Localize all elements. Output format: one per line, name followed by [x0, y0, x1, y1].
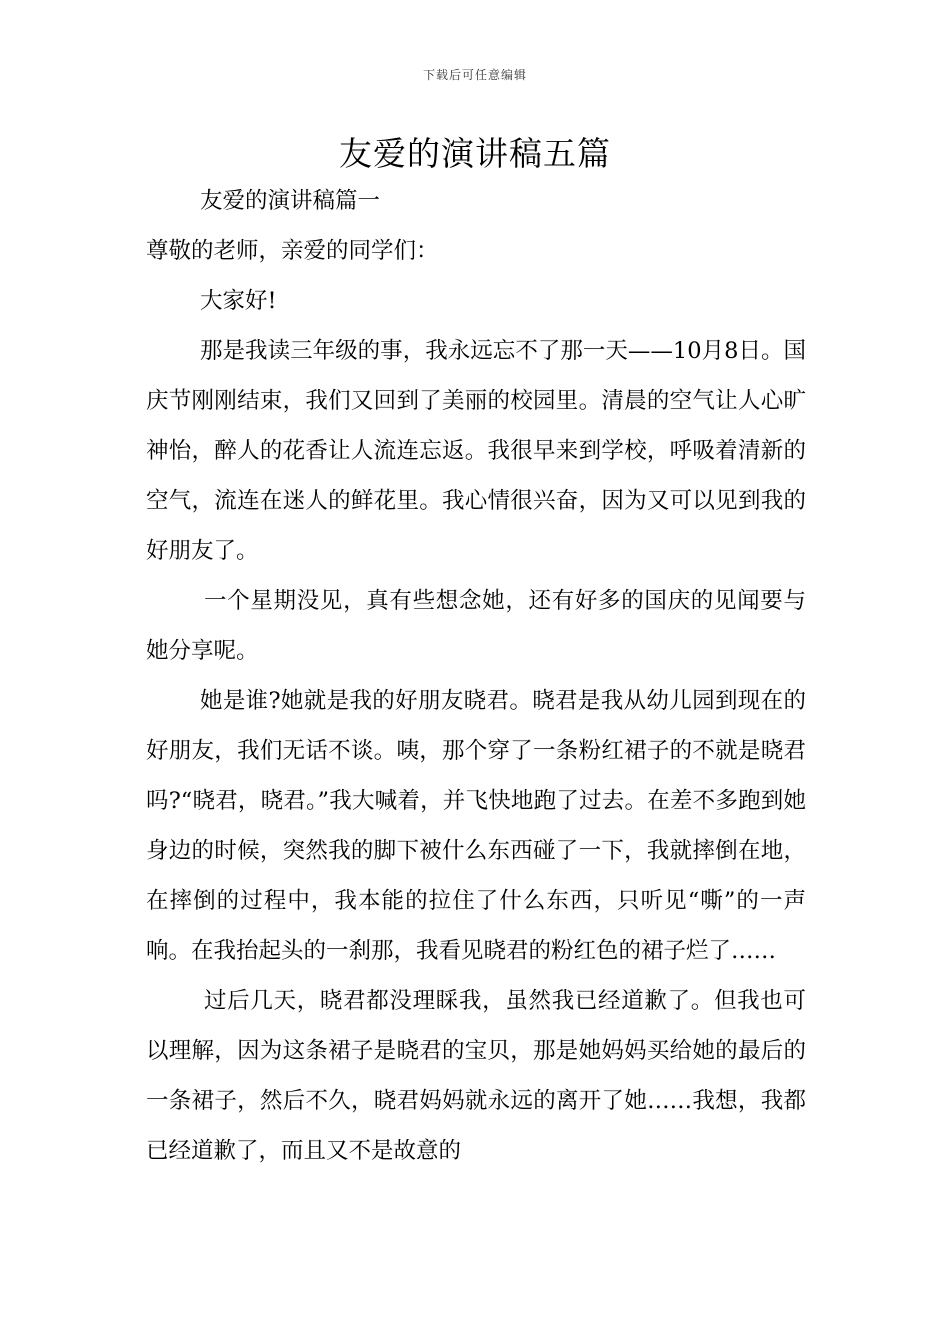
- document-title: 友爱的演讲稿五篇: [339, 134, 611, 173]
- document-body: [146, 176, 806, 1176]
- paragraph: 那是我读三年级的事，我永远忘不了那一天——10月8日。国庆节刚刚结束，我们又回到了美丽的校园里。清晨的空气让人心旷神怡，醉人的花香让人流连忘返。我很早来到学校，呼吸着清新的空气，流连在迷人的鲜花里。我心情很兴奋，因为又可以见到我的好朋友了。: [146, 338, 806, 564]
- salutation: 尊敬的老师，亲爱的同学们：: [146, 238, 439, 264]
- paragraph: 她是谁?她就是我的好朋友晓君。晓君是我从幼儿园到现在的好朋友，我们无话不谈。咦，那个穿了一条粉红裙子的不就是晓君吗?“晓君，晓君。”我大喊着，并飞快地跑了过去。在差不多跑到她身边的时候，突然我的脚下被什么东西碰了一下，我就摔倒在地，在摔倒的过程中，我本能的拉住了什么东西，只听见“嘶”的一声响。在我抬起头的一刹那，我看见晓君的粉红色的裙子烂了……: [146, 688, 806, 964]
- paragraph: 过后几天，晓君都没理睬我，虽然我已经道歉了。但我也可以理解，因为这条裙子是晓君的宝贝，那是她妈妈买给她的最后的一条裙子，然后不久，晓君妈妈就永远的离开了她……我想，我都已经道歉了，而且又不是故意的: [146, 988, 806, 1164]
- paragraph: 一个星期没见，真有些想念她，还有好多的国庆的见闻要与她分享呢。: [146, 588, 806, 664]
- section-heading: 友爱的演讲稿篇一: [200, 188, 381, 214]
- header-note: 下载后可任意编辑: [422, 68, 527, 82]
- greeting: 大家好!: [200, 288, 277, 314]
